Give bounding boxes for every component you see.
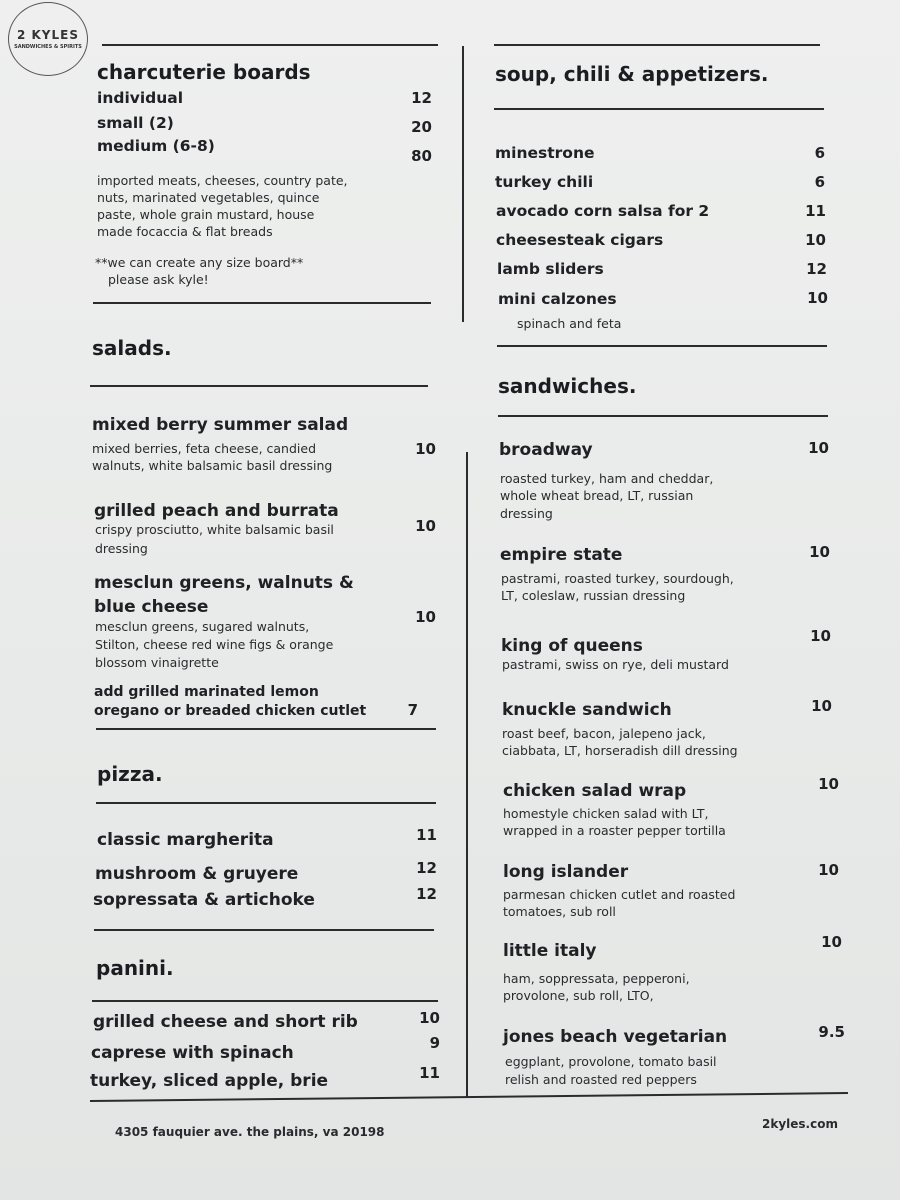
sandwich-description: ham, soppressata, pepperoni, xyxy=(503,971,690,986)
board-size-medium: medium (6-8) xyxy=(97,137,215,155)
divider xyxy=(93,302,431,304)
sandwich-description: parmesan chicken cutlet and roasted xyxy=(503,887,736,902)
divider xyxy=(94,929,434,931)
salad-name: blue cheese xyxy=(94,597,209,617)
appetizer-price: 10 xyxy=(807,289,828,307)
section-title-pizza: pizza. xyxy=(97,762,163,786)
sandwich-description: homestyle chicken salad with LT, xyxy=(503,806,709,821)
salad-price: 10 xyxy=(415,608,436,626)
pizza-name: classic margherita xyxy=(97,830,274,850)
divider xyxy=(90,385,428,387)
divider xyxy=(92,1000,438,1002)
appetizer-price: 12 xyxy=(806,260,827,278)
salad-price: 10 xyxy=(415,440,436,458)
pizza-price: 11 xyxy=(416,826,437,844)
sandwich-price: 10 xyxy=(818,861,839,879)
panini-price: 9 xyxy=(429,1034,440,1052)
sandwich-description: eggplant, provolone, tomato basil xyxy=(505,1054,717,1069)
appetizer-name: lamb sliders xyxy=(497,260,604,278)
divider xyxy=(497,345,827,347)
sandwich-name: empire state xyxy=(500,545,623,565)
salad-description: Stilton, cheese red wine figs & orange xyxy=(95,637,334,652)
column-divider xyxy=(462,46,464,322)
appetizer-price: 6 xyxy=(814,173,825,191)
panini-name: turkey, sliced apple, brie xyxy=(90,1071,329,1091)
salad-description: mesclun greens, sugared walnuts, xyxy=(95,619,310,634)
salad-name: grilled peach and burrata xyxy=(94,501,339,521)
sandwich-description: roasted turkey, ham and cheddar, xyxy=(500,471,714,486)
logo xyxy=(8,2,88,76)
logo-tagline: SANDWICHES & SPIRITS xyxy=(14,44,82,50)
sandwich-description: LT, coleslaw, russian dressing xyxy=(501,588,686,603)
salad-description: walnuts, white balsamic basil dressing xyxy=(92,458,333,473)
sandwich-price: 10 xyxy=(811,697,832,715)
salad-addon-price: 7 xyxy=(407,701,418,719)
sandwich-name: little italy xyxy=(503,941,597,961)
appetizer-name: minestrone xyxy=(495,144,595,162)
sandwich-name: king of queens xyxy=(501,636,643,656)
board-size-individual: individual xyxy=(97,89,184,107)
salad-name: mesclun greens, walnuts & xyxy=(94,573,354,593)
salad-price: 10 xyxy=(415,517,436,535)
logo-brand: 2 KYLES xyxy=(16,28,79,42)
sandwich-name: knuckle sandwich xyxy=(502,700,672,720)
panini-price: 11 xyxy=(419,1064,440,1082)
sandwich-name: jones beach vegetarian xyxy=(503,1027,728,1047)
sandwich-description: tomatoes, sub roll xyxy=(503,904,616,919)
divider xyxy=(96,802,436,804)
board-note: please ask kyle! xyxy=(108,272,209,287)
sandwich-description: roast beef, bacon, jalepeno jack, xyxy=(502,726,706,741)
pizza-name: sopressata & artichoke xyxy=(93,890,315,910)
sandwich-price: 10 xyxy=(818,775,839,793)
sandwich-name: broadway xyxy=(499,440,593,460)
sandwich-price: 10 xyxy=(821,933,842,951)
board-description: paste, whole grain mustard, house xyxy=(97,207,315,222)
salad-name: mixed berry summer salad xyxy=(92,415,349,435)
footer-website: 2kyles.com xyxy=(762,1117,838,1131)
section-title-sandwiches: sandwiches. xyxy=(498,374,637,398)
sandwich-description: pastrami, roasted turkey, sourdough, xyxy=(501,571,734,586)
board-description: nuts, marinated vegetables, quince xyxy=(97,190,320,205)
board-size-small: small (2) xyxy=(97,114,174,132)
sandwich-description: pastrami, swiss on rye, deli mustard xyxy=(502,657,729,672)
footer-address: 4305 fauquier ave. the plains, va 20198 xyxy=(115,1125,385,1139)
board-price-individual: 12 xyxy=(411,89,432,107)
board-description: made focaccia & flat breads xyxy=(97,224,273,239)
sandwich-description: provolone, sub roll, LTO, xyxy=(503,988,654,1003)
panini-name: grilled cheese and short rib xyxy=(93,1012,358,1032)
divider xyxy=(96,728,436,730)
sandwich-price: 10 xyxy=(809,543,830,561)
pizza-price: 12 xyxy=(416,859,437,877)
panini-price: 10 xyxy=(419,1009,440,1027)
section-title-soup: soup, chili & appetizers. xyxy=(495,62,769,86)
footer-divider xyxy=(90,1092,848,1102)
divider xyxy=(102,44,438,46)
pizza-name: mushroom & gruyere xyxy=(95,864,299,884)
section-title-panini: panini. xyxy=(96,956,174,980)
sandwich-description: wrapped in a roaster pepper tortilla xyxy=(503,823,726,838)
appetizer-name: cheesesteak cigars xyxy=(496,231,664,249)
appetizer-name: avocado corn salsa for 2 xyxy=(496,202,710,220)
appetizer-price: 10 xyxy=(805,231,826,249)
board-price-medium: 80 xyxy=(411,147,432,165)
sandwich-name: long islander xyxy=(503,862,629,882)
salad-description: blossom vinaigrette xyxy=(95,655,219,670)
column-divider xyxy=(466,452,468,1097)
salad-description: dressing xyxy=(95,541,148,556)
sandwich-price: 10 xyxy=(808,439,829,457)
salad-addon: add grilled marinated lemon xyxy=(94,684,319,700)
sandwich-description: dressing xyxy=(500,506,553,521)
board-description: imported meats, cheeses, country pate, xyxy=(97,173,348,188)
sandwich-name: chicken salad wrap xyxy=(503,781,687,801)
divider xyxy=(494,108,824,110)
salad-description: crispy prosciutto, white balsamic basil xyxy=(95,522,334,537)
sandwich-description: ciabbata, LT, horseradish dill dressing xyxy=(502,743,738,758)
section-title-salads: salads. xyxy=(92,336,172,360)
appetizer-price: 11 xyxy=(805,202,826,220)
board-price-small: 20 xyxy=(411,118,432,136)
appetizer-name: turkey chili xyxy=(495,173,594,191)
pizza-price: 12 xyxy=(416,885,437,903)
sandwich-description: whole wheat bread, LT, russian xyxy=(500,488,694,503)
divider xyxy=(498,415,828,417)
appetizer-description: spinach and feta xyxy=(517,316,622,331)
sandwich-price: 10 xyxy=(810,627,831,645)
board-note: **we can create any size board** xyxy=(95,255,304,270)
sandwich-price: 9.5 xyxy=(818,1023,845,1041)
sandwich-description: relish and roasted red peppers xyxy=(505,1072,697,1087)
panini-name: caprese with spinach xyxy=(91,1043,294,1063)
salad-addon: oregano or breaded chicken cutlet xyxy=(94,703,367,719)
salad-description: mixed berries, feta cheese, candied xyxy=(92,441,317,456)
divider xyxy=(494,44,820,46)
section-title-charcuterie: charcuterie boards xyxy=(97,60,311,84)
appetizer-price: 6 xyxy=(814,144,825,162)
appetizer-name: mini calzones xyxy=(498,290,617,308)
